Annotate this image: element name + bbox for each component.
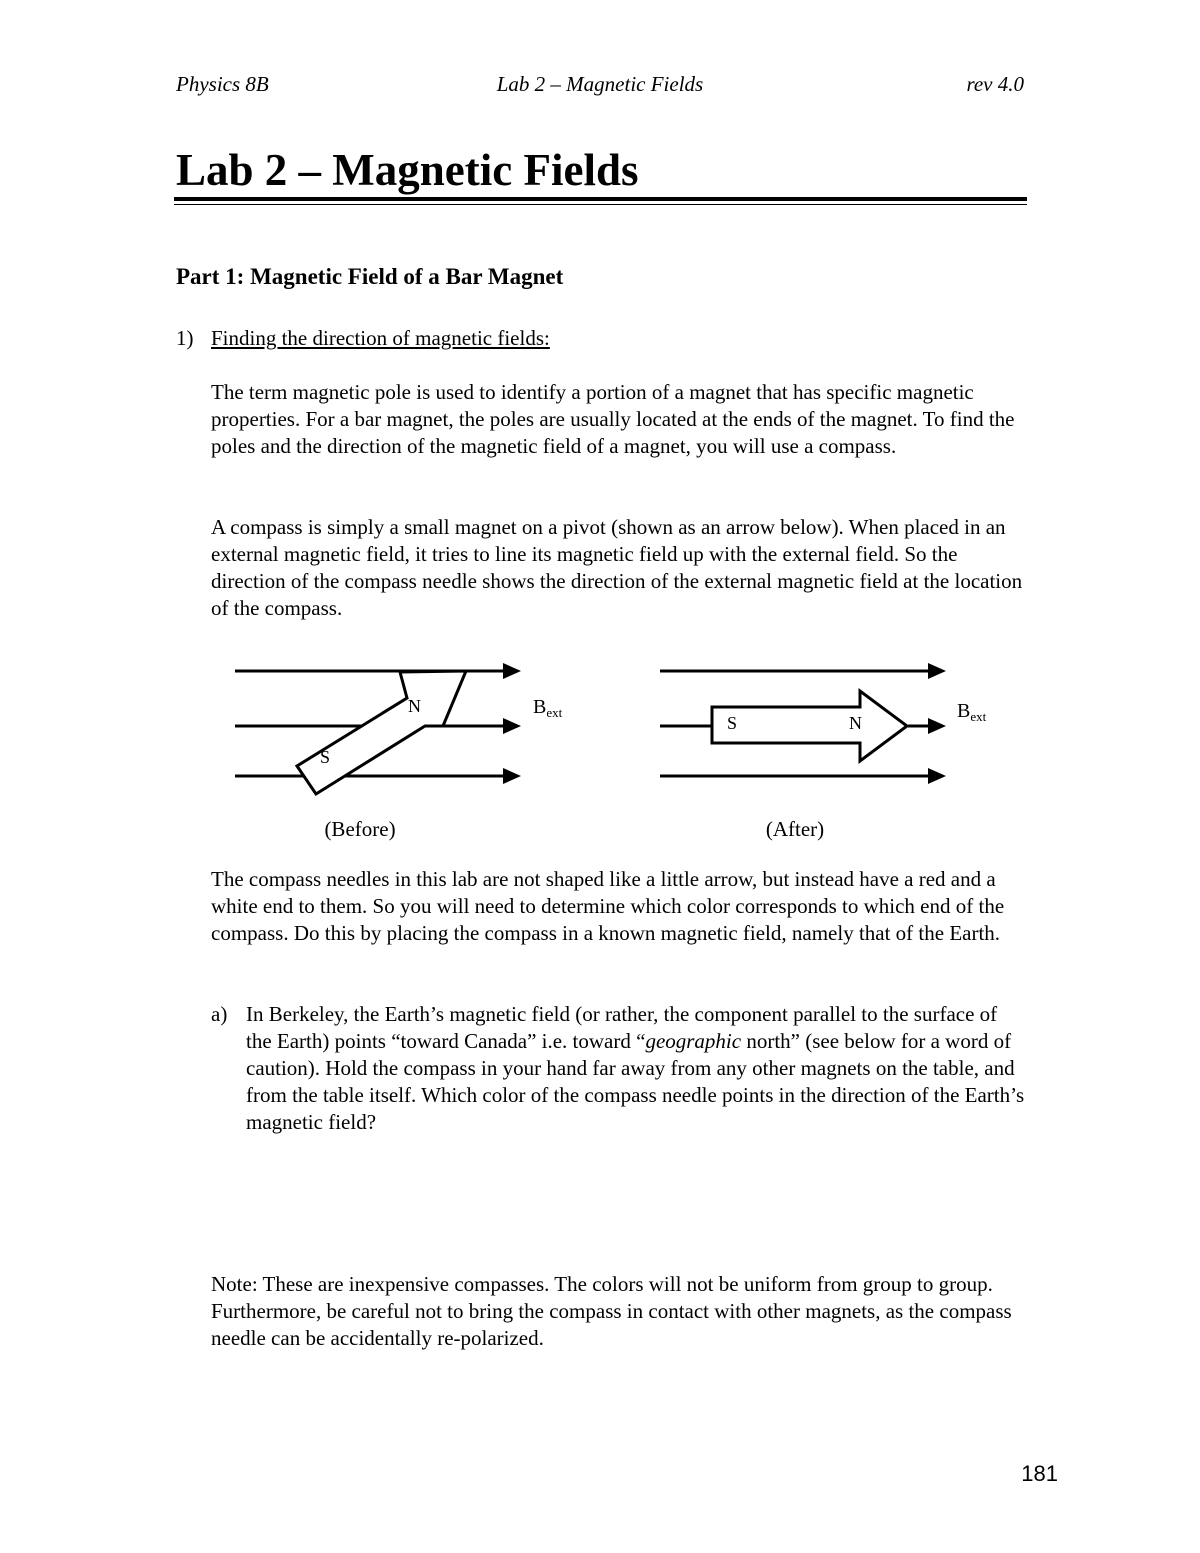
compass-needle-after <box>712 691 907 761</box>
header-course: Physics 8B <box>176 72 269 96</box>
header-lab-title: Lab 2 – Magnetic Fields <box>496 72 704 96</box>
compass-diagram <box>0 650 1200 815</box>
south-pole-label-before: S <box>320 747 331 767</box>
caption-before: (Before) <box>324 817 396 841</box>
caption-after: (After) <box>765 817 825 841</box>
item-number: 1) <box>176 326 194 350</box>
section-heading: Part 1: Magnetic Field of a Bar Magnet <box>176 264 564 289</box>
question-text: In Berkeley, the Earth’s magnetic field (or rather, the component parallel to the surface of the Earth) points “toward Canada” i.e. toward “geographic north” (see below for a word of caution). Hold the compass in your hand far away from any other magnets on the table, and from the table itself. Which color of the compass needle points in the direction of the Earth’s magnetic field? <box>246 1002 1025 1134</box>
emphasis-text: geographic <box>645 1029 742 1053</box>
item-heading: Finding the direction of magnetic fields: <box>211 326 550 350</box>
before-diagram <box>235 663 563 794</box>
field-label-after: $B_{ext}$ <box>957 700 987 724</box>
after-diagram <box>660 663 987 784</box>
note-paragraph: Note: These are inexpensive compasses. The colors will not be uniform from group to group. Furthermore, be careful not to bring the compass in contact with other magnets, as the compass needle can be accidentally re-polarized. <box>211 1272 1012 1350</box>
field-label-before: $B_{ext}$ <box>533 696 563 720</box>
south-pole-label-after: S <box>727 713 738 733</box>
title-rule-thin <box>174 204 1027 205</box>
north-pole-label-after: N <box>849 713 862 733</box>
title-rule-thick <box>174 197 1027 201</box>
page-title: Lab 2 – Magnetic Fields <box>176 145 639 195</box>
paragraph-compass-colors: The compass needles in this lab are not shaped like a little arrow, but instead have a red and a white end to them. So you will need to determine which color corresponds to which end of the compass. Do this by placing the compass in a known magnetic field, namely that of the Earth. <box>211 867 1005 945</box>
field-arrowheads-before <box>503 663 521 784</box>
item-label: a) <box>211 1002 228 1026</box>
paragraph-magnetic-pole: The term magnetic pole is used to identify a portion of a magnet that has specific magnetic properties. For a bar magnet, the poles are usually located at the ends of the magnet. To find the poles and the direction of the magnetic field of a magnet, you will use a compass. <box>211 380 1015 458</box>
header-revision: rev 4.0 <box>966 72 1024 96</box>
paragraph-compass: A compass is simply a small magnet on a pivot (shown as an arrow below). When placed in an external magnetic field, it tries to line its magnetic field up with the external field. So the direction of the compass needle shows the direction of the external magnetic field at the location of the compass. <box>211 515 1023 620</box>
page-number: 181 <box>1021 1461 1058 1486</box>
field-arrowheads-after <box>928 663 946 784</box>
north-pole-label-before: N <box>408 696 421 716</box>
